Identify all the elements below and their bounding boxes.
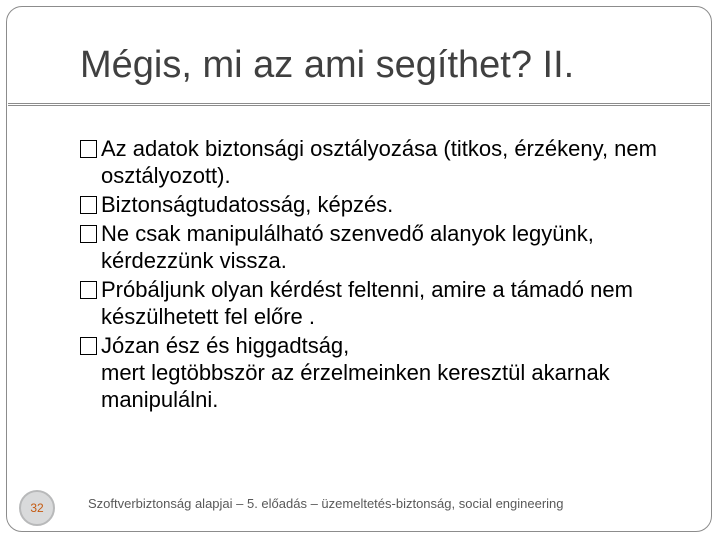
bullet-item-unexpected-question (80, 276, 690, 330)
bullet-item-classification (80, 135, 690, 189)
square-bullet-icon (80, 140, 97, 158)
bullet-text: Józan ész és higgadtság, mert legtöbbször az érzelmeinken keresztül akarnak manipulálni. (101, 333, 610, 412)
bullet-item-awareness (80, 191, 690, 218)
square-bullet-icon (80, 281, 97, 299)
slide-title: Mégis, mi az ami segíthet? II. (80, 44, 575, 86)
square-bullet-icon (80, 337, 97, 355)
slide-footer: Szoftverbiztonság alapjai – 5. előadás – üzemeltetés-biztonság, social engineering (88, 496, 564, 511)
square-bullet-icon (80, 225, 97, 243)
page-number: 32 (30, 501, 44, 515)
bullet-text: Biztonságtudatosság, képzés. (101, 192, 394, 217)
page-number-badge (19, 490, 55, 526)
bullet-text: Próbáljunk olyan kérdést feltenni, amire a támadó nem készülhetett fel előre . (101, 277, 633, 329)
bullet-item-ask-back (80, 220, 690, 274)
bullet-text: Az adatok biztonsági osztályozása (titkos, érzékeny, nem osztályozott). (101, 136, 657, 188)
square-bullet-icon (80, 196, 97, 214)
title-divider (8, 103, 710, 106)
bullet-list (80, 135, 690, 415)
bullet-text: Ne csak manipulálható szenvedő alanyok legyünk, kérdezzünk vissza. (101, 221, 594, 273)
bullet-item-common-sense (80, 332, 690, 413)
